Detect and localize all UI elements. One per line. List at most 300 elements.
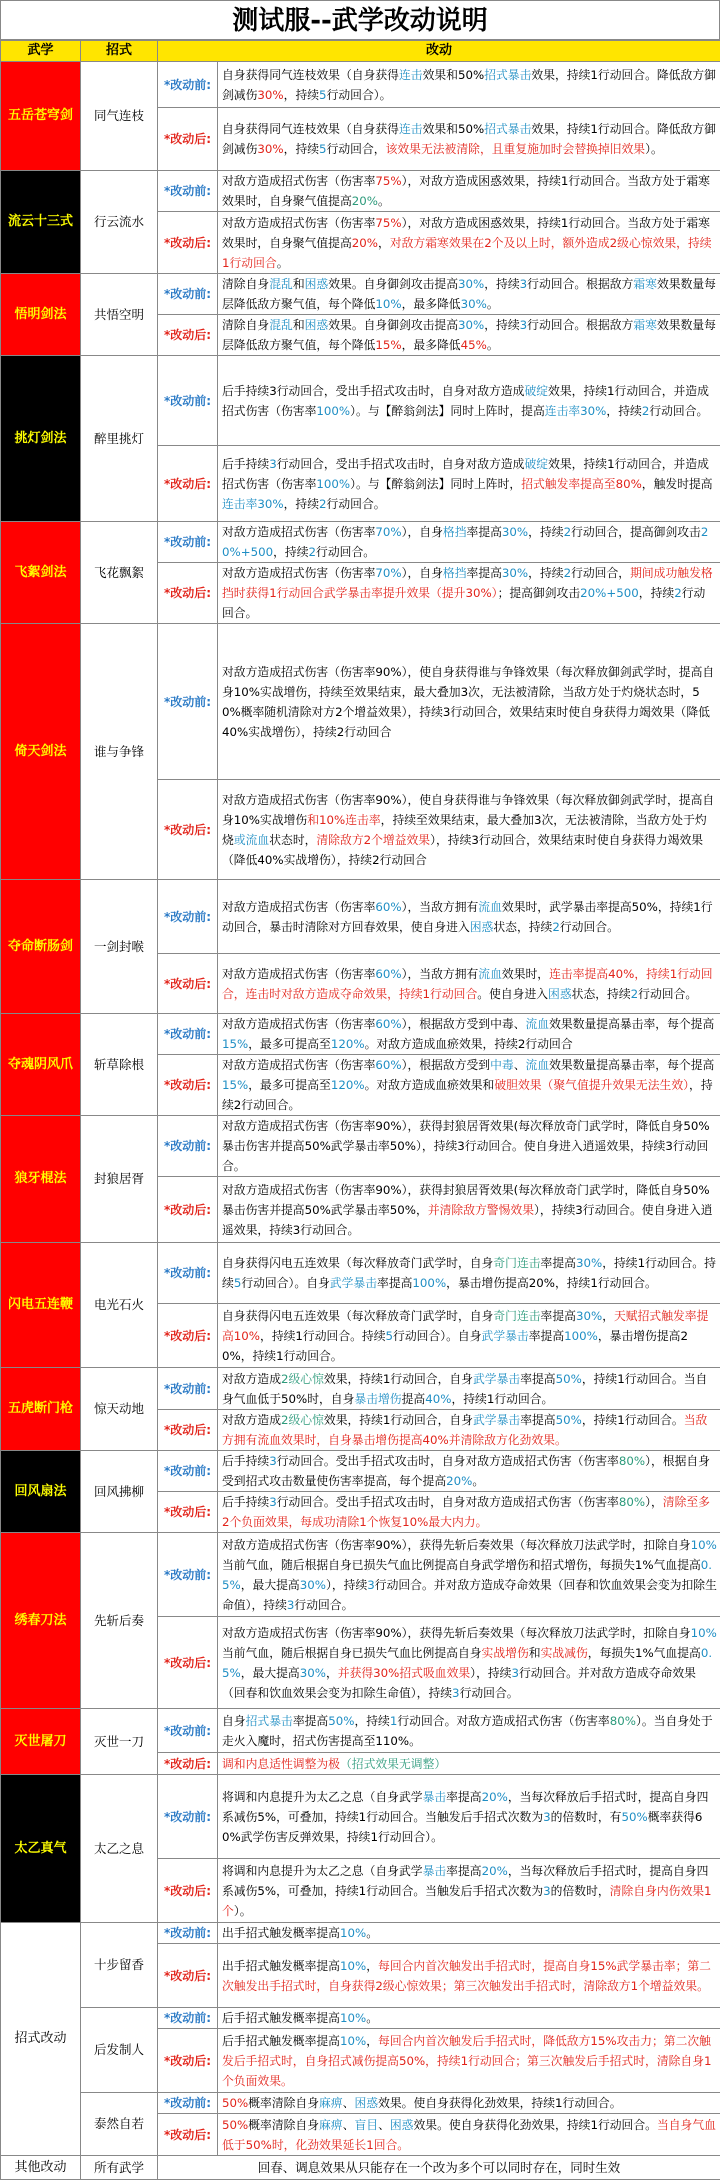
change-text-segment: 70% [375, 525, 401, 539]
change-text-segment: 效果，持续1行动回合，并造成招式伤害（伤害率 [222, 384, 709, 418]
after-label: *改动后: [158, 2029, 218, 2093]
change-text-segment: 行动回合。根据敌方 [527, 277, 633, 291]
change-text-segment: 2 [564, 525, 572, 539]
change-text-segment: ），根据敌方受到中毒、 [402, 1017, 526, 1031]
change-text-segment: 对敌方霜寒效果在2个及以上时，额外造成2级心惊效果，持续1行动回合 [222, 236, 712, 270]
change-text-segment: 自身 [222, 1714, 246, 1728]
change-text-segment: 效果，持续1行动回合。降低敌方御剑减伤 [222, 122, 716, 156]
change-text-segment: 2 [319, 497, 327, 511]
change-text-segment: 流血 [526, 1058, 550, 1072]
change-text-segment: 15% [222, 1037, 248, 1051]
change-text-segment: 3 [269, 457, 277, 471]
after-text [218, 563, 720, 624]
change-text-segment: 3 [511, 1666, 519, 1680]
change-text-segment: ），对敌方造成困惑效果，持续1行动回合。当敌方处于霜寒效果时，自身聚气值提高 [222, 174, 710, 208]
change-text-segment: ，持续 [528, 525, 563, 539]
before-label: *改动前: [158, 1116, 218, 1177]
after-label: *改动后: [158, 780, 218, 880]
change-text-segment: ，暴击增伤提高20%，持续1行动回合。 [446, 1276, 657, 1290]
after-text [218, 1859, 720, 1923]
change-text-segment: 20% [482, 1864, 508, 1878]
change-row-before [1, 1014, 720, 1055]
change-text-segment: 盲目 [354, 2118, 378, 2132]
change-text-segment: 和 [529, 1646, 541, 1660]
zhaoshi-row-before [1, 2093, 720, 2114]
zhaoshi-name: 后发制人 [81, 2008, 158, 2093]
zhaoshi-row-before [1, 2008, 720, 2029]
change-text-segment: ，最大提高 [241, 1578, 300, 1592]
change-text-segment: ，持续1行动回合。持续 [222, 1256, 716, 1290]
other-category: 其他改动 [1, 2156, 81, 2180]
change-text-segment: 清除自身 [222, 277, 269, 291]
change-text-segment: 概率清除自身 [248, 2118, 319, 2132]
change-text-segment: 2 [309, 545, 317, 559]
change-text-segment: ，持续 [284, 142, 319, 156]
before-label: *改动前: [158, 1451, 218, 1492]
change-text-segment: ）。当自身处于走火入魔时，招式伤害提高至110%。 [222, 1714, 713, 1748]
change-text-segment: 对敌方造成招式伤害（伤害率 [222, 967, 375, 981]
change-text-segment: 后手持续 [222, 457, 269, 471]
change-text-segment: 行动回合，提高御剑攻击 [571, 525, 701, 539]
change-text-segment: 行动回合。根据敌方 [527, 318, 633, 332]
change-text-segment: ），当敌方拥有 [402, 900, 479, 914]
header-wuxue: 武学 [1, 41, 81, 62]
change-text-segment: 当敌方拥有流血效果时，自身暴击增伤提高40%并清除敌方化劲效果。 [222, 1413, 707, 1447]
after-text [218, 108, 720, 171]
after-text [218, 954, 720, 1014]
zhaoshi-name: 泰然自若 [81, 2093, 158, 2156]
wuxue-name: 回风扇法 [1, 1451, 81, 1533]
wuxue-name: 太乙真气 [1, 1775, 81, 1923]
change-text-segment: 实战增伤 [482, 1646, 529, 1660]
change-text-segment: 30% [458, 318, 484, 332]
change-text-segment: 的倍数时，有 [551, 1810, 622, 1824]
change-text-segment: 2 [674, 586, 682, 600]
change-text-segment: 75% [375, 216, 401, 230]
change-text-segment: 暴击 [423, 1790, 447, 1804]
change-row-before [1, 274, 720, 315]
after-text [218, 780, 720, 880]
after-label: *改动后: [158, 1055, 218, 1116]
change-text-segment: 效果数量每层降低敌方聚气值，每个降低 [222, 318, 716, 352]
change-text-segment: 对敌方造成招式伤害（伤害率90%），使自身获得谁与争锋效果（每次释放御剑武学时，提高自身10%实战增伤 [222, 793, 714, 827]
change-text-segment: 3 [520, 318, 528, 332]
change-text-segment: ，当每次释放后手招式时，提高自身四系减伤5%，可叠加，持续1行动回合。当触发后手招式次数为 [222, 1864, 708, 1898]
change-text-segment: 对敌方造成招式伤害（伤害率 [222, 1017, 375, 1031]
after-label: *改动后: [158, 2114, 218, 2156]
change-text-segment: 将调和内息提升为太乙之息（自身武学 [222, 1864, 423, 1878]
zhaoshi-name: 同气连枝 [81, 62, 158, 171]
change-text-segment: 清除自身 [222, 318, 269, 332]
zhaoshi-name: 斩草除根 [81, 1014, 158, 1116]
change-text-segment: 该效果无法被清除，且重复施加时会替换掉旧效果 [386, 142, 646, 156]
change-text-segment: ，持续1行动回合。 [451, 1392, 553, 1406]
change-text-segment: 效果，持续1行动回合。降低敌方御剑减伤 [222, 68, 716, 102]
before-text [218, 171, 720, 212]
after-label: *改动后: [158, 1617, 218, 1709]
change-text-segment: 120% [331, 1037, 365, 1051]
change-text-segment: 将调和内息提升为太乙之息（自身武学 [222, 1790, 423, 1804]
after-label: *改动后: [158, 446, 218, 522]
change-text-segment: ），当敌方拥有 [402, 967, 479, 981]
change-text-segment: 招式暴击 [484, 68, 531, 82]
change-text-segment: 10% [340, 2011, 366, 2025]
change-row-before [1, 1775, 720, 1859]
change-text-segment: 10% [340, 1926, 366, 1940]
change-text-segment: 30% [502, 525, 528, 539]
change-text-segment: 效果。自身御剑攻击提高 [328, 277, 458, 291]
after-text [218, 1753, 720, 1775]
change-text-segment: ，持续1行动回合。持续 [260, 1329, 385, 1343]
after-label: *改动后: [158, 1944, 218, 2008]
change-text-segment: 行动回合）。自身 [241, 1276, 329, 1290]
wuxue-name: 挑灯剑法 [1, 356, 81, 522]
change-text-segment: 行动回合）。 [327, 88, 392, 102]
after-label: *改动后: [158, 1492, 218, 1533]
change-text-segment: 5 [386, 1329, 394, 1343]
change-text-segment: 连击率30% [222, 497, 284, 511]
change-text-segment: 1 [390, 1714, 398, 1728]
change-text-segment: 麻痹 [319, 2096, 343, 2110]
change-text-segment: 后手招式触发概率提高 [222, 2034, 340, 2048]
change-text-segment: 行动回合。 [560, 920, 619, 934]
change-text-segment: 3 [269, 1454, 277, 1468]
after-text [218, 1055, 720, 1116]
change-text-segment: 流血 [525, 1017, 549, 1031]
change-text-segment: 困惑 [470, 920, 494, 934]
change-text-segment: ，最多可提高至 [248, 1037, 331, 1051]
before-label: *改动前: [158, 880, 218, 954]
after-label: *改动后: [158, 563, 218, 624]
change-text-segment: 当前气血，随后根据自身已损失气血比例提高自身 [222, 1646, 482, 1660]
wuxue-name: 五虎断门枪 [1, 1368, 81, 1451]
change-text-segment: ，持续 [284, 88, 319, 102]
change-text-segment: 10% [691, 1626, 717, 1640]
change-text-segment: 50% [556, 1413, 582, 1427]
change-text-segment: 自身获得闪电五连效果（每次释放奇门武学时，自身 [222, 1256, 493, 1270]
change-text-segment: ，持续 [273, 545, 308, 559]
before-text [218, 356, 720, 446]
after-text [218, 1410, 720, 1451]
before-text [218, 1775, 720, 1859]
change-text-segment: ，触发时提高 [642, 477, 713, 491]
wuxue-name: 倚天剑法 [1, 624, 81, 880]
change-text-segment: 15% [222, 1078, 248, 1092]
change-text-segment: ，持续2行动回合。 [222, 1078, 713, 1112]
change-text-segment: 。使自身进入 [477, 987, 548, 1001]
change-text-segment: 2级心惊 [281, 1372, 324, 1386]
change-text-segment: ，最多降低 [402, 297, 461, 311]
wuxue-name: 五岳苍穹剑 [1, 62, 81, 171]
change-text-segment: 行动回合。 [294, 1598, 353, 1612]
zhaoshi-name: 醉里挑灯 [81, 356, 158, 522]
before-label: *改动前: [158, 2008, 218, 2029]
change-text-segment: ， [366, 1959, 378, 1973]
change-text-segment: 30% [461, 297, 487, 311]
change-text-segment: 。 [487, 338, 499, 352]
change-text-segment: 武学暴击 [482, 1329, 529, 1343]
change-text-segment: ，每损失1%气血提高 [588, 1646, 701, 1660]
change-text-segment: 格挡 [443, 525, 467, 539]
change-text-segment: 10% [375, 297, 401, 311]
change-text-segment: 。 [366, 2011, 378, 2025]
change-text-segment: 50% [621, 1810, 647, 1824]
zhaoshi-name: 飞花飘絮 [81, 522, 158, 624]
change-text-segment: ，持续 [484, 277, 519, 291]
zhaoshi-name: 惊天动地 [81, 1368, 158, 1451]
wuxue-name: 夺命断肠剑 [1, 880, 81, 1014]
wuxue-name: 绣春刀法 [1, 1533, 81, 1709]
change-text-segment: 80% [619, 1454, 645, 1468]
before-label: *改动前: [158, 522, 218, 563]
change-text-segment: 行动回合。 [222, 586, 705, 620]
change-text-segment: 50% [328, 1714, 354, 1728]
change-text-segment: 期间成功触发格挡时获得1行动回合武学暴击率提升效果（提升30%） [222, 566, 713, 600]
change-text-segment: 效果数量提高暴击率，每个提高 [549, 1017, 714, 1031]
change-text-segment: 率提高 [467, 525, 502, 539]
before-text [218, 1243, 720, 1304]
change-text-segment: 。对敌方造成血瘀效果和 [365, 1078, 495, 1092]
change-text-segment: 麻痹 [319, 2118, 343, 2132]
change-text-segment: 。 [277, 256, 289, 270]
change-text-segment: 3 [520, 277, 528, 291]
change-row-before [1, 1533, 720, 1617]
after-label: *改动后: [158, 1859, 218, 1923]
change-row-before [1, 1368, 720, 1410]
change-text-segment: 5 [234, 1276, 242, 1290]
change-text-segment: 概率获得60%武学伤害反弹效果，持续1行动回合）。 [222, 1810, 702, 1844]
change-text-segment: 状态时， [269, 833, 316, 847]
change-text-segment: 3 [287, 1598, 295, 1612]
change-text-segment: ， [326, 1666, 338, 1680]
zhaoshi-row-before [1, 1923, 720, 1944]
before-text [218, 2093, 720, 2114]
change-text-segment: 20% [352, 194, 378, 208]
change-text-segment: 清除至多2个负面效果，每成功清除1个恢复10%最大内力。 [222, 1495, 710, 1529]
change-text-segment: ），根据自身受到招式攻击数量使伤害率提高，每个提高 [222, 1454, 710, 1488]
change-text-segment: ， [378, 236, 390, 250]
change-text-segment: 或流血 [234, 833, 269, 847]
change-text-segment: ，持续 [354, 1714, 389, 1728]
change-text-segment: ， [602, 1309, 614, 1323]
change-text-segment: 100% [316, 404, 350, 418]
change-row-before [1, 171, 720, 212]
change-text-segment: 状态，持续 [493, 920, 552, 934]
change-text-segment: ），自身 [402, 525, 443, 539]
after-label: *改动后: [158, 108, 218, 171]
after-text [218, 1492, 720, 1533]
change-text-segment: 武学暴击 [330, 1276, 377, 1290]
change-text-segment: 80% [610, 1714, 636, 1728]
change-text-segment: 连击率提高40%，持续1行动回合，连击时对敌方造成夺命效果，持续1行动回合 [222, 967, 713, 1001]
after-text [218, 1304, 720, 1368]
change-text-segment: 5 [319, 142, 327, 156]
header-row [1, 41, 720, 62]
before-label: *改动前: [158, 624, 218, 780]
change-text-segment: ，当每次释放后手招式时，提高自身四系减伤5%，可叠加，持续1行动回合。当触发后手招式次数为 [222, 1790, 708, 1824]
change-text-segment: ，最大提高 [241, 1666, 300, 1680]
change-text-segment: 暴击增伤 [354, 1392, 401, 1406]
change-text-segment: 20%+500 [580, 586, 639, 600]
change-text-segment: 3 [452, 1686, 460, 1700]
zhaoshi-name: 太乙之息 [81, 1775, 158, 1923]
change-text-segment: 困惑 [305, 318, 329, 332]
change-text-segment: 60% [375, 1017, 401, 1031]
change-text-segment: 20% [482, 1790, 508, 1804]
change-text-segment: ），持续 [326, 1578, 367, 1592]
change-text-segment: 对敌方造成招式伤害（伤害率 [222, 525, 375, 539]
change-text-segment: 、 [378, 2118, 390, 2132]
change-text-segment: 行动回合。 [649, 404, 708, 418]
change-text-segment: 率提高 [377, 1276, 412, 1290]
change-row-before [1, 1116, 720, 1177]
change-text-segment: 后手持续 [222, 1495, 269, 1509]
change-text-segment: 实战减伤 [541, 1646, 588, 1660]
change-text-segment: 对敌方造成招式伤害（伤害率90%），获得先斩后奏效果（每次释放刀法武学时，扣除自身 [222, 1626, 691, 1640]
zhaoshi-name: 共悟空明 [81, 274, 158, 356]
change-text-segment: 并清除敌方警惕效果 [428, 1203, 534, 1217]
change-text-segment: 效果，持续1行动回合，并造成招式伤害（伤害率 [222, 457, 709, 491]
change-text-segment: 、 [343, 2096, 355, 2110]
change-text-segment: 60% [375, 1058, 401, 1072]
change-text-segment: ），持续 [470, 1666, 511, 1680]
after-text [218, 1617, 720, 1709]
change-text-segment: ，持续 [639, 586, 674, 600]
before-text [218, 274, 720, 315]
change-text-segment: 出手招式触发概率提高 [222, 1959, 340, 1973]
change-text-segment: ，持续1行动回合。当自身气血低于50%时，自身 [222, 1372, 707, 1406]
change-text-segment: 行动回合）。自身 [393, 1329, 481, 1343]
change-text-segment: 流血 [478, 967, 502, 981]
before-label: *改动前: [158, 62, 218, 108]
change-text-segment: （聚气值提升效果无法生效） [542, 1078, 689, 1092]
change-text-segment: 连击 [399, 68, 423, 82]
change-text-segment: 出手招式触发概率提高 [222, 1926, 340, 1940]
all-wuxue: 所有武学 [81, 2156, 158, 2180]
zhaoshi-name: 十步留香 [81, 1923, 158, 2008]
change-row-before [1, 1243, 720, 1304]
change-text-segment: 行动回合。并对敌方造成夺命效果（回春和饮血效果会变为扣除生命值），持续 [222, 1666, 696, 1700]
change-text-segment: 3 [367, 1578, 375, 1592]
change-text-segment: 行动回合，受出手招式攻击时，自身对敌方造成 [277, 457, 525, 471]
before-label: *改动前: [158, 1709, 218, 1753]
change-text-segment: 2 [552, 920, 560, 934]
change-text-segment: 和10%连击率 [307, 813, 380, 827]
change-text-segment: 对敌方造成招式伤害（伤害率90%），获得封狼居胥效果(每次释放奇门武学时，降低自身50%暴击伤害并提高50%武学暴击率50%， [222, 1183, 710, 1217]
wuxue-name: 飞絮剑法 [1, 522, 81, 624]
change-text-segment: 率提高 [520, 1372, 555, 1386]
change-text-segment: 并获得30%招式吸血效果 [338, 1666, 470, 1680]
change-text-segment: 率提高 [541, 1256, 576, 1270]
change-text-segment: 行动回合。对敌方造成招式伤害（伤害率 [397, 1714, 609, 1728]
change-text-segment: ），持续3行动回合，效果结束时使自身获得力竭效果（降低40%实战增伤），持续2行动回合 [222, 833, 703, 867]
change-text-segment: 30% [458, 277, 484, 291]
change-text-segment: 行动回合。并对敌方造成夺命效果（回春和饮血效果会变为扣除生命值），持续 [222, 1578, 717, 1612]
change-text-segment: 30% [576, 1309, 602, 1323]
change-text-segment: 提高 [402, 1392, 426, 1406]
change-text-segment: 3 [269, 1495, 277, 1509]
change-text-segment: 行动回合， [327, 142, 386, 156]
change-text-segment: 对敌方造成招式伤害（伤害率 [222, 1058, 375, 1072]
change-text-segment: 率提高 [293, 1714, 328, 1728]
change-text-segment: 困惑 [305, 277, 329, 291]
change-text-segment: 行动回合。受出手招式攻击时，自身对敌方造成招式伤害（伤害率 [277, 1495, 619, 1509]
change-text-segment: ，持续 [528, 566, 563, 580]
before-label: *改动前: [158, 1014, 218, 1055]
change-text-segment: ），持续3行动回合。使自身进入逍遥效果，持续3行动回合。 [222, 1203, 713, 1237]
change-text-segment: 破胆效果 [494, 1078, 541, 1092]
change-text-segment: 效果。使自身获得化劲效果，持续1行动回合。 [378, 2096, 621, 2110]
change-text-segment: 50% [556, 1372, 582, 1386]
change-text-segment: 。 [472, 1474, 484, 1488]
change-text-segment: 对敌方造成招式伤害（伤害率90%），获得封狼居胥效果(每次释放奇门武学时，降低自身50%暴击伤害并提高50%武学暴击率50%），持续3行动回合。使自身进入逍遥效果，持续3行动回合。 [222, 1119, 710, 1173]
after-text [218, 2029, 720, 2093]
before-text [218, 522, 720, 563]
change-text-segment: 奇门连击 [493, 1309, 540, 1323]
change-text-segment: 率提高 [446, 1790, 481, 1804]
before-label: *改动前: [158, 274, 218, 315]
change-text-segment: 概率清除自身 [248, 2096, 319, 2110]
after-label: *改动后: [158, 954, 218, 1014]
wuxue-name: 悟明剑法 [1, 274, 81, 356]
change-text-segment: 当自身气血低于50%时，化劲效果延长1回合。 [222, 2118, 716, 2152]
change-text-segment: 武学暴击 [473, 1413, 520, 1427]
before-text [218, 1368, 720, 1410]
change-text-segment: ，持续1行动回合。 [582, 1413, 684, 1427]
change-text-segment: ，最多可提高至 [248, 1078, 331, 1092]
change-text-segment: 混乱 [269, 318, 293, 332]
change-text-segment: ）。与【醉翁剑法】同时上阵时， [350, 477, 521, 491]
change-text-segment: 40% [425, 1392, 451, 1406]
before-label: *改动前: [158, 1243, 218, 1304]
change-text-segment: 每回合内首次触发后手招式时，降低敌方15%攻击力；第二次触发后手招式时，自身招式减伤提高50%，持续1行动回合；第三次触发后手招式时，清除自身1个负面效果。 [222, 2034, 712, 2088]
change-text-segment: 30% [300, 1578, 326, 1592]
zhaoshi-name: 回风拂柳 [81, 1451, 158, 1533]
footer-text: 回春、调息效果从只能存在一个改为多个可以同时存在，同时生效 [158, 2156, 720, 2180]
change-row-before [1, 1451, 720, 1492]
change-text-segment: 行动回合。 [460, 1686, 519, 1700]
change-text-segment: 10% [340, 2034, 366, 2048]
header-zhaoshi: 招式 [81, 41, 158, 62]
change-text-segment: 破绽 [524, 384, 548, 398]
change-text-segment: 。 [378, 194, 390, 208]
page-title: 测试服--武学改动说明 [0, 0, 720, 40]
change-text-segment: 奇门连击 [493, 1256, 540, 1270]
after-text [218, 1944, 720, 2008]
change-text-segment: 清除敌方2个增益效果 [316, 833, 430, 847]
change-text-segment: 率提高 [520, 1413, 555, 1427]
before-label: *改动前: [158, 171, 218, 212]
after-label: *改动后: [158, 1753, 218, 1775]
change-text-segment: 30% [502, 566, 528, 580]
change-text-segment: 行动回合。 [638, 987, 697, 1001]
change-text-segment: 对敌方造成招式伤害（伤害率 [222, 174, 375, 188]
change-text-segment: 流血 [478, 900, 502, 914]
change-text-segment: 5 [319, 88, 327, 102]
zhaoshi-name: 电光石火 [81, 1243, 158, 1368]
change-text-segment: 0.5% [222, 1646, 712, 1680]
change-row-before [1, 522, 720, 563]
change-text-segment: ）。与【醉翁剑法】同时上阵时，提高 [350, 404, 545, 418]
change-text-segment: 对敌方造成 [222, 1413, 281, 1427]
change-text-segment: 45% [461, 338, 487, 352]
change-text-segment: 效果，持续1行动回合，自身 [324, 1372, 473, 1386]
change-text-segment: 10% [691, 1538, 717, 1552]
before-text [218, 1709, 720, 1753]
before-text [218, 1533, 720, 1617]
before-text [218, 1451, 720, 1492]
change-text-segment: 效果时， [502, 967, 549, 981]
